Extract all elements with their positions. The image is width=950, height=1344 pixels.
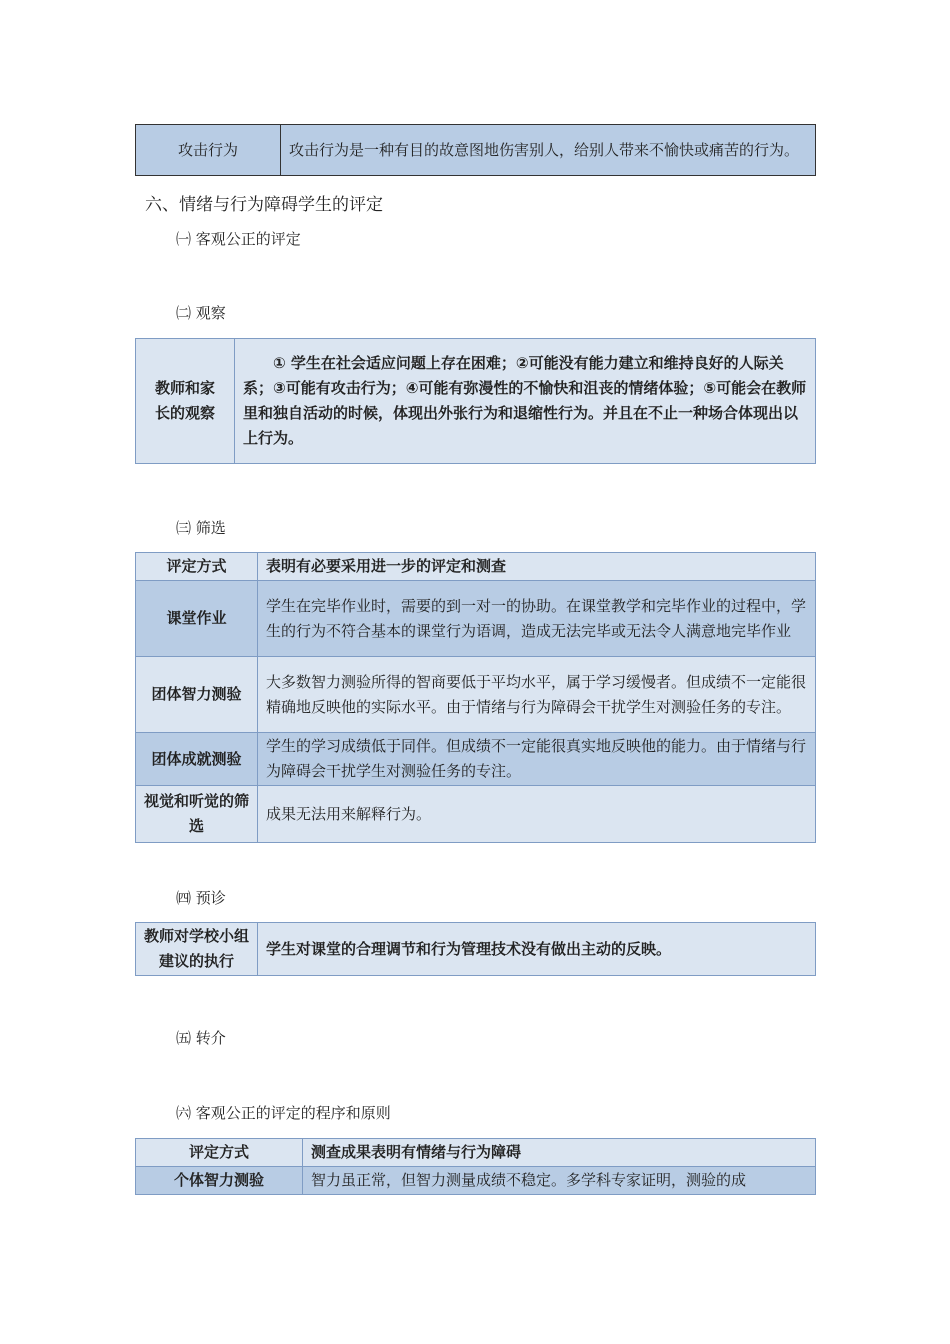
subheading-screening: ㈢ 筛选 <box>176 519 226 537</box>
aggression-label: 攻击行为 <box>136 125 281 176</box>
subheading-prediagnosis: ㈣ 预诊 <box>176 889 226 907</box>
observation-text: ① 学生在社会适应问题上存在困难；②可能没有能力建立和维持良好的人际关系；③可能有攻击行为；④可能有弥漫性的不愉快和沮丧的情绪体验；⑤可能会在教师里和独自活动的时候，体现出外张行为和退缩性行为。并且在不止一种场合体现出以上行为。 <box>235 339 816 464</box>
table-row <box>136 1167 816 1195</box>
table-row <box>136 786 816 843</box>
row-text: 学生在完毕作业时，需要的到一对一的协助。在课堂教学和完毕作业的过程中，学生的行为不符合基本的课堂行为语调，造成无法完毕或无法令人满意地完毕作业 <box>258 581 816 657</box>
row-text: 大多数智力测验所得的智商要低于平均水平，属于学习缓慢者。但成绩不一定能很精确地反映他的实际水平。由于情绪与行为障碍会干扰学生对测验任务的专注。 <box>258 657 816 733</box>
row-text: 智力虽正常，但智力测量成绩不稳定。多学科专家证明，测验的成 <box>303 1167 816 1195</box>
row-label: 团体智力测验 <box>136 657 258 733</box>
table-row <box>136 657 816 733</box>
subheading-procedure: ㈥ 客观公正的评定的程序和原则 <box>176 1104 391 1122</box>
subheading-objective: ㈠ 客观公正的评定 <box>176 230 301 248</box>
row-label: 个体智力测验 <box>136 1167 303 1195</box>
prediagnosis-text: 学生对课堂的合理调节和行为管理技术没有做出主动的反映。 <box>258 923 816 976</box>
observation-label: 教师和家长的观察 <box>136 339 235 464</box>
observation-table <box>135 338 816 464</box>
table-row <box>136 581 816 657</box>
table-row <box>136 733 816 786</box>
screening-header-left: 评定方式 <box>136 553 258 581</box>
screening-table <box>135 552 816 843</box>
procedure-table <box>135 1138 816 1195</box>
screening-header-right: 表明有必要采用进一步的评定和测查 <box>258 553 816 581</box>
subheading-referral: ㈤ 转介 <box>176 1029 226 1047</box>
subheading-observe: ㈡ 观察 <box>176 304 226 322</box>
section-heading: 六、情绪与行为障碍学生的评定 <box>145 195 383 215</box>
aggression-definition: 攻击行为是一种有目的故意图地伤害别人，给别人带来不愉快或痛苦的行为。 <box>281 125 816 176</box>
prediagnosis-table <box>135 922 816 976</box>
row-text: 成果无法用来解释行为。 <box>258 786 816 843</box>
prediagnosis-label: 教师对学校小组建议的执行 <box>136 923 258 976</box>
aggression-table <box>135 124 816 176</box>
row-text: 学生的学习成绩低于同伴。但成绩不一定能很真实地反映他的能力。由于情绪与行为障碍会干扰学生对测验任务的专注。 <box>258 733 816 786</box>
procedure-header-right: 测查成果表明有情绪与行为障碍 <box>303 1139 816 1167</box>
procedure-header-left: 评定方式 <box>136 1139 303 1167</box>
row-label: 团体成就测验 <box>136 733 258 786</box>
row-label: 视觉和听觉的筛选 <box>136 786 258 843</box>
row-label: 课堂作业 <box>136 581 258 657</box>
